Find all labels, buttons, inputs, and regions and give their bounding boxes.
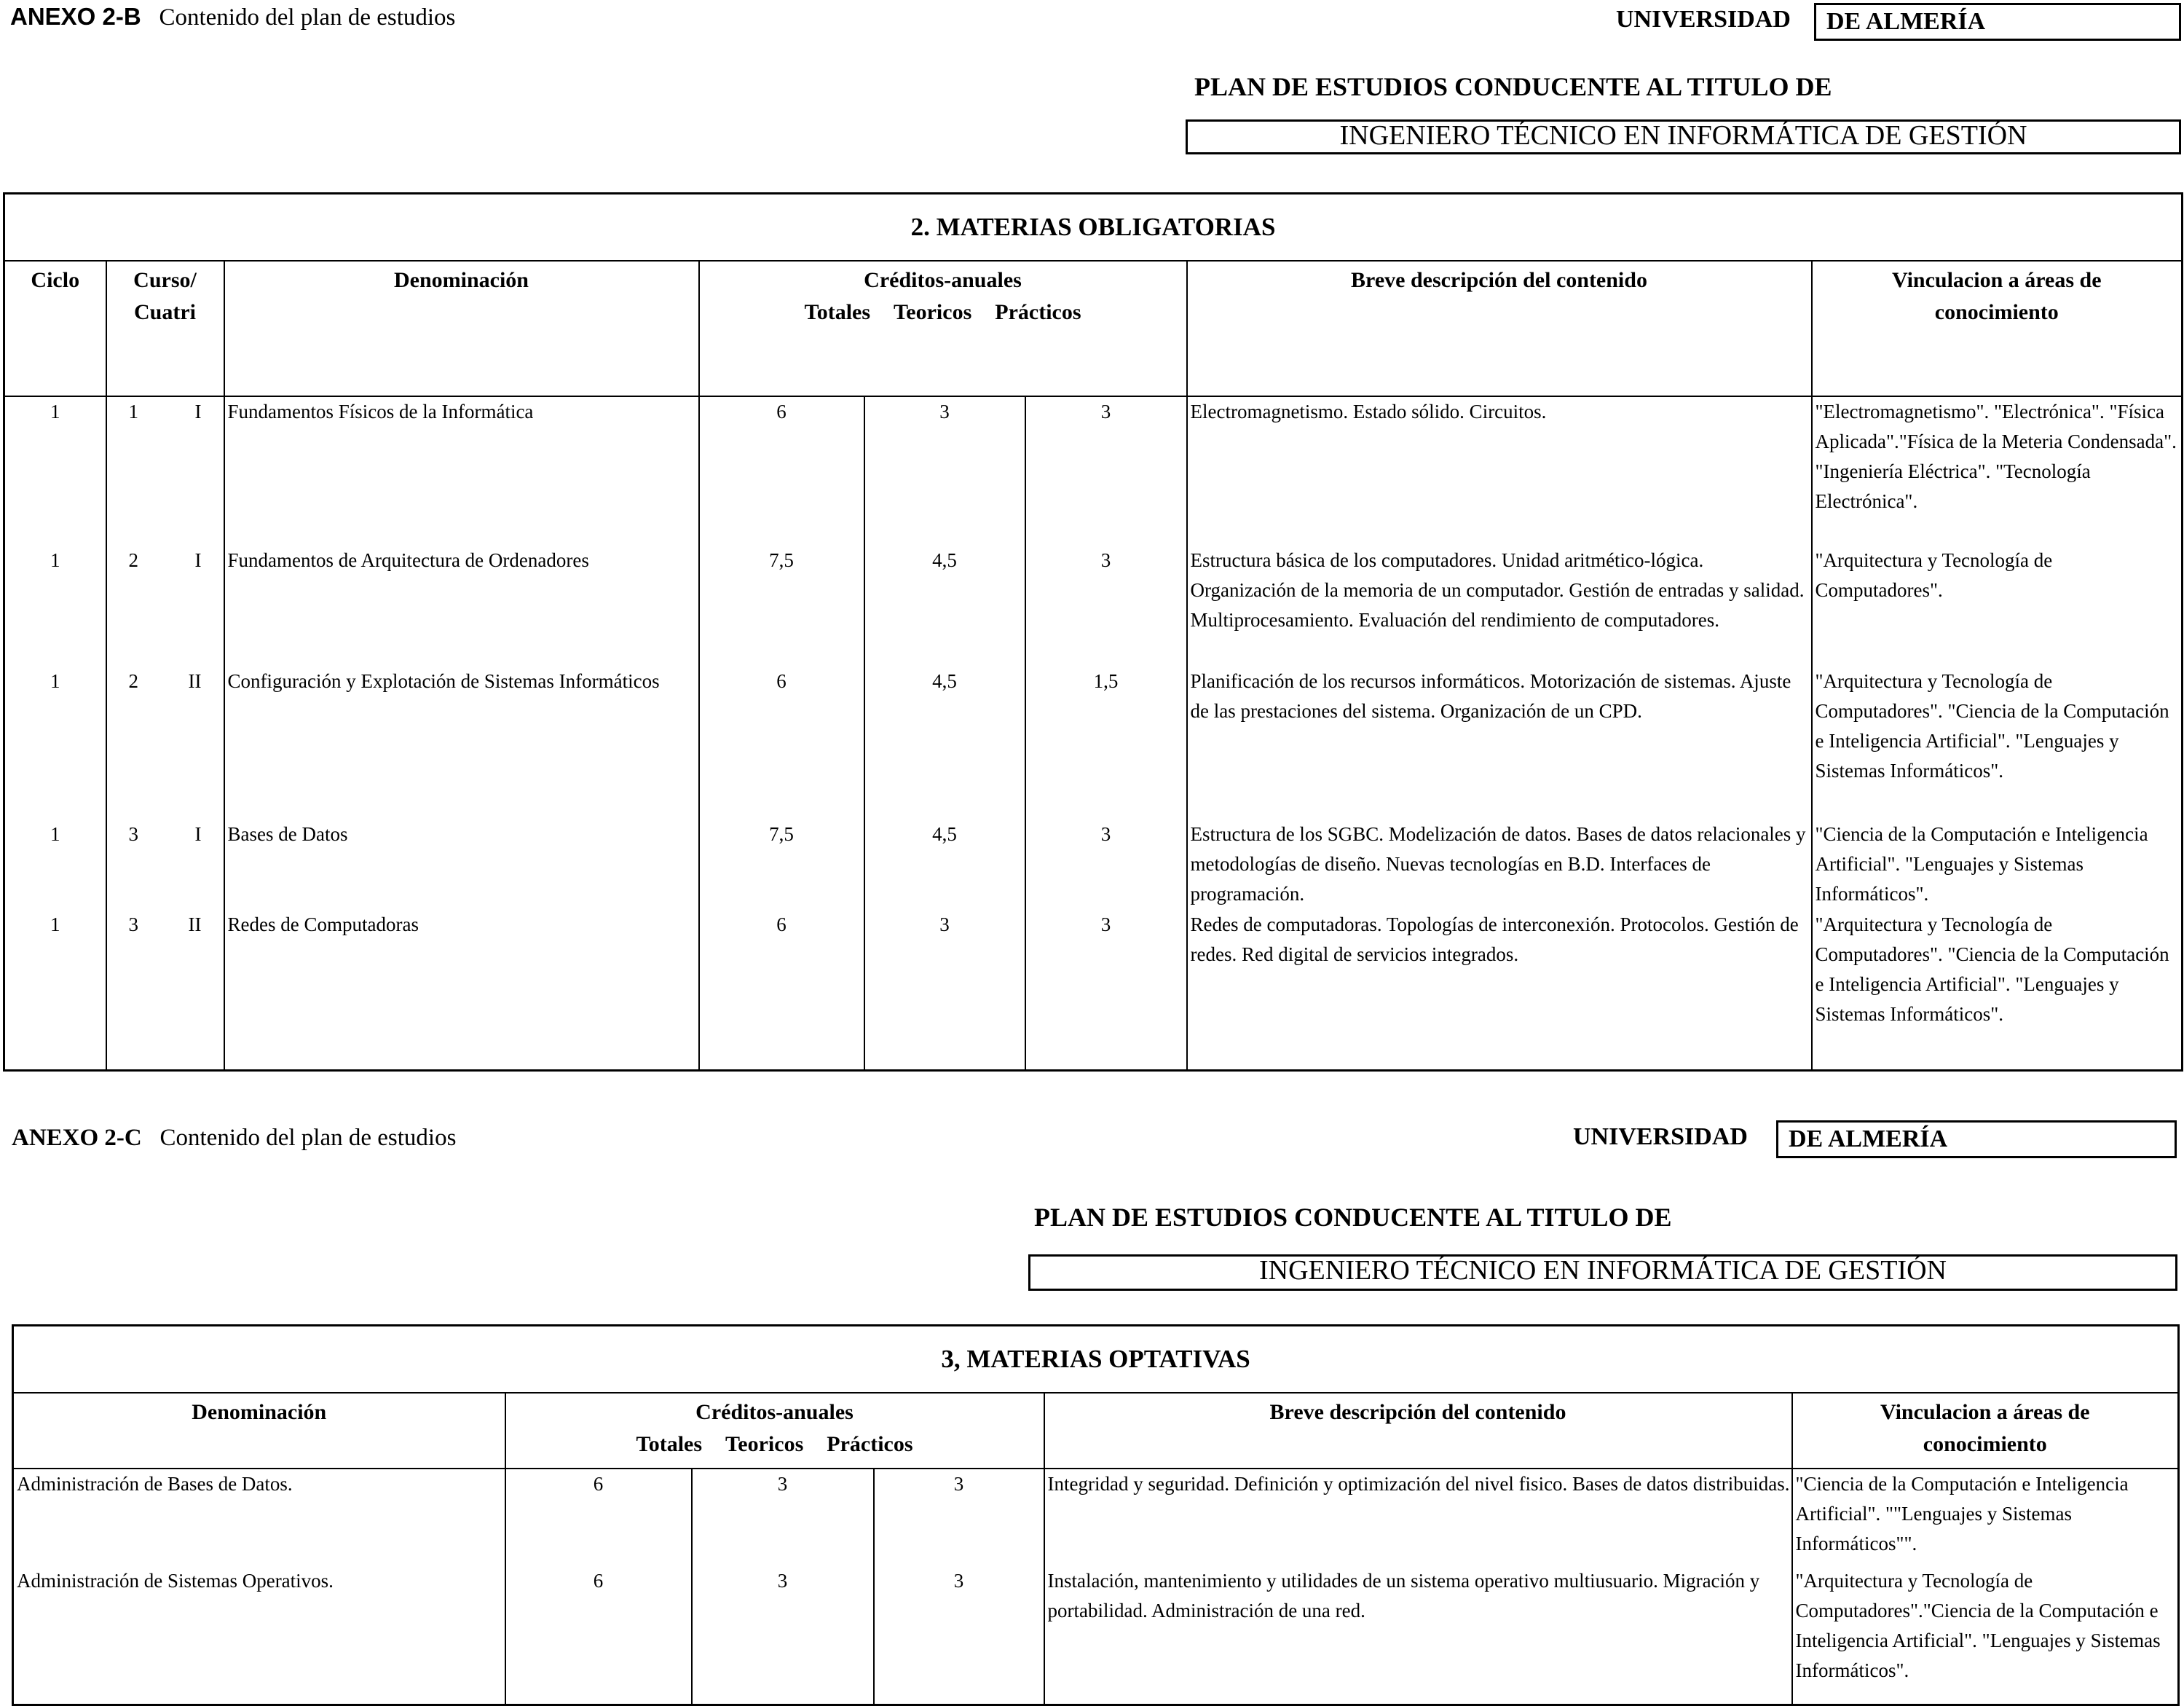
cell-teoricos: 4,5 (864, 546, 1025, 667)
annex-c-degree-box: INGENIERO TÉCNICO EN INFORMÁTICA DE GESTIÓN (1028, 1254, 2177, 1291)
header-curso (106, 261, 224, 396)
table-row (4, 396, 2183, 546)
annex-b-university-name: DE ALMERÍA (1814, 3, 2181, 41)
cell-curso (106, 819, 224, 910)
cell-vinculacion: "Electromagnetismo". "Electrónica". "Física Aplicada"."Física de la Meteria Condensada". "Ingeniería Eléctrica". "Tecnología Electrónica". (1812, 396, 2183, 546)
cell-descripcion: Estructura básica de los computadores. Unidad aritmético-lógica. Organización de la memoria de un computador. Gestión de entradas y salidad. Multiprocesamiento. Evaluación del rendimiento de computadores. (1187, 546, 1812, 667)
header-practicos: Prácticos (995, 300, 1081, 324)
header-curso-line1: Curso/ (133, 268, 197, 292)
header-vinculacion (1812, 261, 2183, 396)
cell-teoricos: 3 (864, 910, 1025, 1070)
cell-totales: 6 (505, 1469, 692, 1566)
header-vinculacion-line2: conocimiento (1934, 300, 2059, 324)
cell-practicos: 3 (1025, 546, 1187, 667)
header-creditos-label: Créditos-anuales (864, 268, 1022, 292)
cell-practicos: 3 (1025, 819, 1187, 910)
cell-totales: 7,5 (699, 819, 864, 910)
table-row (4, 546, 2183, 667)
header-totales: Totales (804, 300, 871, 324)
annex-b-plan-heading: PLAN DE ESTUDIOS CONDUCENTE AL TITULO DE (1194, 72, 1832, 101)
cell-totales: 6 (699, 667, 864, 819)
annex-b-subtitle: Contenido del plan de estudios (159, 4, 456, 31)
cell-curso-year: 1 (128, 401, 138, 422)
table-row (13, 1566, 2179, 1705)
table-row (13, 1469, 2179, 1566)
header-curso-line2: Cuatri (134, 300, 196, 324)
cell-teoricos: 4,5 (864, 819, 1025, 910)
cell-cuatri: I (194, 401, 202, 422)
annex-b-code: ANEXO 2-B (10, 3, 141, 30)
cell-denominacion: Fundamentos Físicos de la Informática (224, 396, 699, 546)
cell-curso (106, 546, 224, 667)
cell-curso-year: 2 (128, 670, 138, 692)
cell-cuatri: II (188, 913, 202, 935)
table-row (4, 819, 2183, 910)
header-vinculacion (1792, 1393, 2179, 1469)
cell-practicos: 3 (874, 1469, 1044, 1566)
cell-vinculacion: "Arquitectura y Tecnología de Computadores". "Ciencia de la Computación e Inteligencia Artificial". "Lenguajes y Sistemas Informáticos". (1812, 910, 2183, 1070)
mandatory-subjects-table (3, 192, 2183, 1072)
cell-practicos: 1,5 (1025, 667, 1187, 819)
cell-teoricos: 3 (692, 1566, 874, 1705)
cell-totales: 6 (699, 910, 864, 1070)
header-vinculacion-line2: conocimiento (1923, 1432, 2047, 1456)
cell-denominacion: Administración de Sistemas Operativos. (13, 1566, 505, 1705)
cell-vinculacion: "Ciencia de la Computación e Inteligencia Artificial". "Lenguajes y Sistemas Informáticos". (1812, 819, 2183, 910)
cell-descripcion: Planificación de los recursos informáticos. Motorización de sistemas. Ajuste de las prestaciones del sistema. Organización de un CPD. (1187, 667, 1812, 819)
cell-denominacion: Redes de Computadoras (224, 910, 699, 1070)
header-teoricos: Teoricos (725, 1432, 804, 1456)
header-descripcion: Breve descripción del contenido (1044, 1393, 1792, 1469)
header-creditos (505, 1393, 1044, 1469)
optional-subjects-table (12, 1324, 2180, 1706)
header-teoricos: Teoricos (894, 300, 972, 324)
mandatory-section-title: 2. MATERIAS OBLIGATORIAS (4, 194, 2183, 262)
cell-ciclo: 1 (4, 396, 106, 546)
cell-vinculacion: "Arquitectura y Tecnología de Computadores". "Ciencia de la Computación e Inteligencia Artificial". "Lenguajes y Sistemas Informáticos". (1812, 667, 2183, 819)
cell-curso (106, 910, 224, 1070)
annex-b-heading (10, 3, 455, 31)
annex-c-heading (12, 1125, 456, 1152)
cell-practicos: 3 (1025, 910, 1187, 1070)
header-totales: Totales (636, 1432, 703, 1456)
cell-cuatri: I (194, 823, 202, 845)
cell-totales: 6 (505, 1566, 692, 1705)
header-creditos (699, 261, 1187, 396)
cell-cuatri: I (194, 549, 202, 571)
cell-teoricos: 3 (864, 396, 1025, 546)
cell-descripcion: Instalación, mantenimiento y utilidades de un sistema operativo multiusuario. Migración y portabilidad. Administración de una red. (1044, 1566, 1792, 1705)
header-creditos-label: Créditos-anuales (695, 1400, 854, 1424)
cell-denominacion: Bases de Datos (224, 819, 699, 910)
cell-denominacion: Configuración y Explotación de Sistemas Informáticos (224, 667, 699, 819)
annex-c-university-label: UNIVERSIDAD (1573, 1123, 1748, 1150)
cell-teoricos: 4,5 (864, 667, 1025, 819)
header-ciclo: Ciclo (4, 261, 106, 396)
header-vinculacion-line1: Vinculacion a áreas de (1892, 268, 2102, 292)
cell-curso (106, 667, 224, 819)
cell-descripcion: Electromagnetismo. Estado sólido. Circuitos. (1187, 396, 1812, 546)
cell-cuatri: II (188, 670, 202, 692)
cell-ciclo: 1 (4, 910, 106, 1070)
table-row (4, 910, 2183, 1070)
header-denominacion: Denominación (224, 261, 699, 396)
annex-b-degree-box: INGENIERO TÉCNICO EN INFORMÁTICA DE GESTIÓN (1186, 119, 2181, 154)
cell-curso (106, 396, 224, 546)
header-denominacion: Denominación (13, 1393, 505, 1469)
cell-totales: 7,5 (699, 546, 864, 667)
cell-curso-year: 3 (128, 823, 138, 845)
header-practicos: Prácticos (827, 1432, 913, 1456)
cell-vinculacion: "Arquitectura y Tecnología de Computadores". (1812, 546, 2183, 667)
table-row (4, 667, 2183, 819)
cell-totales: 6 (699, 396, 864, 546)
cell-ciclo: 1 (4, 546, 106, 667)
cell-vinculacion: "Ciencia de la Computación e Inteligencia Artificial". ""Lenguajes y Sistemas Informáticos"". (1792, 1469, 2179, 1566)
cell-practicos: 3 (1025, 396, 1187, 546)
annex-c-subtitle: Contenido del plan de estudios (159, 1125, 457, 1151)
cell-curso-year: 2 (128, 549, 138, 571)
cell-curso-year: 3 (128, 913, 138, 935)
cell-ciclo: 1 (4, 819, 106, 910)
header-vinculacion-line1: Vinculacion a áreas de (1880, 1400, 2090, 1424)
cell-practicos: 3 (874, 1566, 1044, 1705)
cell-ciclo: 1 (4, 667, 106, 819)
annex-c-code: ANEXO 2-C (12, 1125, 142, 1151)
header-descripcion: Breve descripción del contenido (1187, 261, 1812, 396)
cell-descripcion: Redes de computadoras. Topologías de interconexión. Protocolos. Gestión de redes. Red digital de servicios integrados. (1187, 910, 1812, 1070)
annex-b-university-label: UNIVERSIDAD (1616, 6, 1791, 33)
cell-descripcion: Integridad y seguridad. Definición y optimización del nivel fisico. Bases de datos distribuidas. (1044, 1469, 1792, 1566)
annex-c-university-name: DE ALMERÍA (1776, 1120, 2177, 1158)
cell-descripcion: Estructura de los SGBC. Modelización de datos. Bases de datos relacionales y metodologías de diseño. Nuevas tecnologías en B.D. Interfaces de programación. (1187, 819, 1812, 910)
cell-vinculacion: "Arquitectura y Tecnología de Computadores"."Ciencia de la Computación e Inteligencia Artificial". "Lenguajes y Sistemas Informáticos". (1792, 1566, 2179, 1705)
cell-denominacion: Fundamentos de Arquitectura de Ordenadores (224, 546, 699, 667)
cell-denominacion: Administración de Bases de Datos. (13, 1469, 505, 1566)
optional-section-title: 3, MATERIAS OPTATIVAS (13, 1326, 2179, 1394)
annex-c-plan-heading: PLAN DE ESTUDIOS CONDUCENTE AL TITULO DE (1034, 1203, 1672, 1232)
cell-teoricos: 3 (692, 1469, 874, 1566)
